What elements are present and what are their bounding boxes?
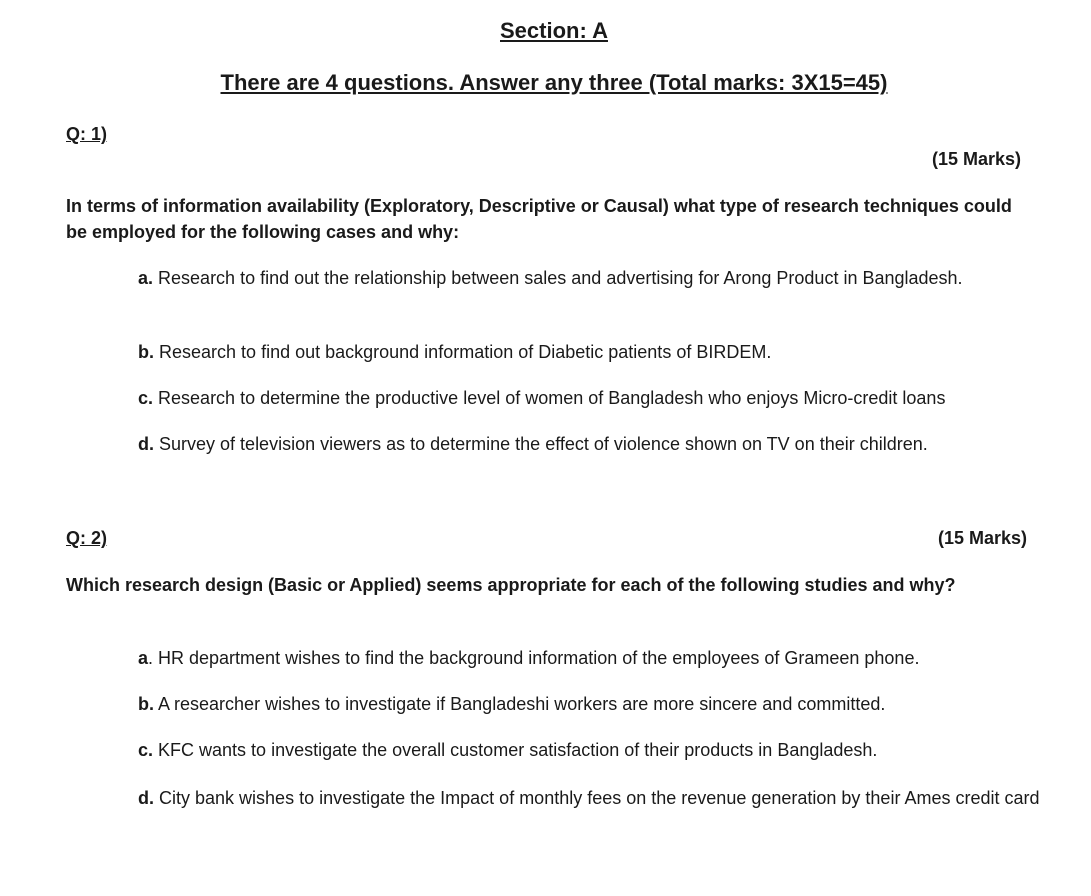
- item-text: Research to find out background information of Diabetic patients of BIRDEM.: [159, 342, 772, 362]
- item-letter: b.: [138, 694, 154, 714]
- question-2-item-b: [138, 691, 1058, 717]
- question-1-label: Q: 1): [66, 124, 108, 144]
- question-1-item-c: [138, 385, 1058, 411]
- question-1-item-d: [138, 431, 1058, 457]
- item-letter: a: [138, 648, 149, 668]
- item-text: Research to determine the productive level of women of Bangladesh who enjoys Micro-credit loans: [158, 388, 946, 408]
- question-2-item-d: [138, 785, 1058, 811]
- question-1-prompt: In terms of information availability (Exploratory, Descriptive or Causal) what type of research techniques could be employed for the following cases and why:: [66, 196, 1012, 242]
- question-1-item-b: [138, 339, 1058, 365]
- item-text: KFC wants to investigate the overall customer satisfaction of their products in Bangladesh.: [158, 740, 878, 760]
- section-title: Section: A: [500, 18, 608, 43]
- question-2-marks: (15 Marks): [938, 528, 1028, 548]
- section-instructions: There are 4 questions. Answer any three (Total marks: 3X15=45): [220, 70, 888, 95]
- item-text: Research to find out the relationship between sales and advertising for Arong Product in Bangladesh.: [158, 268, 963, 288]
- item-letter: c.: [138, 388, 154, 408]
- item-text: . HR department wishes to find the background information of the employees of Grameen phone.: [148, 648, 920, 668]
- item-text: A researcher wishes to investigate if Bangladeshi workers are more sincere and committed.: [158, 694, 886, 714]
- item-text: Survey of television viewers as to determine the effect of violence shown on TV on their children.: [159, 434, 928, 454]
- question-2-item-a: [138, 645, 1058, 671]
- question-2-prompt: Which research design (Basic or Applied) seems appropriate for each of the following studies and why?: [66, 575, 956, 595]
- question-1-marks: (15 Marks): [932, 149, 1022, 169]
- item-text: City bank wishes to investigate the Impact of monthly fees on the revenue generation by their Ames credit card: [159, 788, 1040, 808]
- question-1-item-a: [138, 265, 1058, 291]
- item-letter: c.: [138, 740, 154, 760]
- item-letter: b.: [138, 342, 154, 362]
- item-letter: a.: [138, 268, 154, 288]
- item-letter: d.: [138, 434, 154, 454]
- item-letter: d.: [138, 788, 154, 808]
- question-2-label: Q: 2): [66, 528, 108, 548]
- question-2-item-c: [138, 737, 1058, 763]
